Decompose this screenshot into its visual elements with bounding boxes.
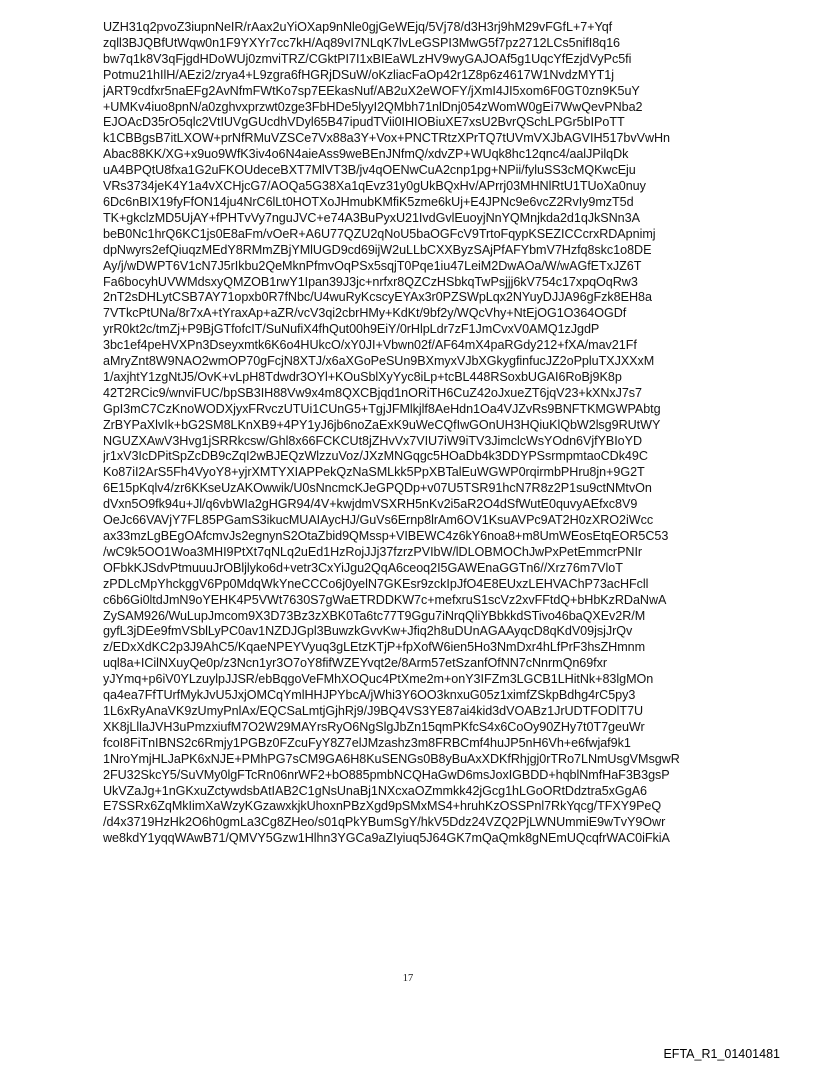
text-line: 3bc1ef4peHVXPn3Dseyxmtk6K6o4HUkcO/xY0JI+Vbwn02f/AF64mX4paRGdy212+fXA/mav21Ff [103,338,637,353]
text-line: 1NroYmjHLJaPK6xNJE+PMhPG7sCM9GA6H8KuSENGs0B8yBuAxXDKfRhjgj0rTRo7LNmUsgVMsgwR [103,751,680,766]
text-line: 42T2RCic9/wnviFUC/bpSB3IH88Vw9x4m8QXCBjqd1nORiTH6CuZ42oJxueZT6jqV23+kXNxJ7s7 [103,385,643,400]
text-line: qa4ea7FfTUrfMykJvU5JxjOMCqYmlHHJPYbcA/jWhi3Y6OO3knxuG05z1ximfZSkpBdhg4rC5py3 [103,688,636,703]
text-line: NGUZXAwV3Hvg1jSRRkcsw/Ghl8x66FCKCUt8jZHvVx7VIU7iW9iTV3JimclcWsYOdn6VjfYBIoYD [103,433,643,448]
text-line: fcoI8FiTnIBNS2c6Rmjy1PGBz0FZcuFyY8Z7elJMzashz3m8FRBCmf4huJP5nH6Vh+e6fwjaf9k1 [103,735,631,750]
text-line: zPDLcMpYhckggV6Pp0MdqWkYneCCCo6j0yelN7GKEsr9zckIpJfO4E8EUxzLEHVAChP73acHFcll [103,576,649,591]
text-line: Fa6bocyhUVWMdsxyQMZOB1rwY1Ipan39J3jc+nrfxr8QZCzHSbkqTwPsjjj6kV754c17xpqOqRw3 [103,274,638,289]
text-line: /wC9k5OO1Woa3MHI9PtXt7qNLq2uEd1HzRojJJj37fzrzPVIbW/lDLOBMOChJwPxPetEmmcrPNIr [103,544,643,559]
text-line: beB0Nc1hrQ6KC1js0E8aFm/vOeR+A6U77QZU2qNoU5baOGFcV9TrtoFqypKSEZICCcrxRDApnimj [103,226,656,241]
text-line: OeJc66VAVjY7FL85PGamS3ikucMUAIAycHJ/GuVs6Ernp8lrAm6OV1KsuAVPc9AT2H0zXRO2iWcc [103,513,654,528]
text-line: bw7q1k8V3qFjgdHDoWUj0zmviTRZ/CGktPI7I1xBIEaWLzHV9wyGAJOAf5g1UqcYfEzjdVyPc5fi [103,51,632,66]
text-line: GpI3mC7CzKnoWODXjyxFRvczUTUi1CUnG5+TgjJFMlkjlf8AeHdn1Oa4VJZvRs9BNFTKMGWPAbtg [103,401,661,416]
text-line: k1CBBgsB7itLXOW+prNfRMuVZSCe7Vx88a3Y+Vox+PNCTRtzXPrTQ7tUVmVXJbAGVIH517bvVwHn [103,131,670,146]
text-line: UZH31q2pvoZ3iupnNeIR/rAax2uYiOXap9nNle0gjGeWEjq/5Vj78/d3H3rj9hM29vFGfL+7+Yqf [103,20,613,34]
text-line: E7SSRx6ZqMkIimXaWzyKGzawxkjkUhoxnPBzXgd9pSMxMS4+hruhKzOSSPnl7RkYqcg/TFXY9PeQ [103,799,662,814]
text-line: Ko87iI2ArS5Fh4VyoY8+yjrXMTYXIAPPekQzNaSMLkk5PpXBTalEuWGWP0rqirmbPHru8jn+9G2T [103,465,645,480]
text-line: Ay/j/wDWPT6V1cN7J5rIkbu2QeMknPfmvOqPSx5sqjT0Pqe1iu47LeiM2DwAOa/W/wAGfETxJZ6T [103,258,642,273]
text-line: we8kdY1yqqWAwB71/QMVY5Gzw1Hlhn3YGCa9aZIyiuq5J64GK7mQaQmk8gNEmUQcqfrWAC0iFkiA [103,831,670,846]
text-line: Potmu21hIlH/AEzi2/zrya4+L9zgra6fHGRjDSuW/oKzliacFaOp42r1Z8p6z4617W1NvdzMYT1j [103,67,615,82]
document-id: EFTA_R1_01401481 [663,1047,780,1061]
text-line: c6b6Gi0ltdJmN9oYEHK4P5VWt7630S7gWaETRDDKW7c+mefxruS1scVz2xvFFtdQ+bHbKzRDaNwA [103,592,667,607]
text-line: 1L6xRyAnaVK9zUmyPnlAx/EQCSaLmtjGjhRj9/J9BQ4VS3YE87ai4kid3dVOABz1JrUDTFODlT7U [103,703,644,718]
text-line: jr1xV3IcDPitSpZcDB9cZqI2wBJEQzWlzzuVoz/JXzMNGqgc5HOaDb4k3DDYPSsrmpmtaoCDk49C [103,449,648,464]
text-line: gyfL3jDEe9fmVSblLyPC0av1NZDJGpl3BuwzkGvvKw+Jfiq2h8uDUnAGAAyqcD8qKdV09jsjJrQv [103,624,633,639]
text-line: +UMKv4iuo8pnN/a0zghvxprzwt0zge3FbHDe5lyyI2QMbh71nlDnj054zWomW0gEi7WwQevPNba2 [103,99,643,114]
text-line: yJYmq+p6iV0YLzuylpJJSR/ebBqgoVeFMhXOQuc4PtXme2m+onY3IFZm3LGCB1LHitNk+83lgMOn [103,672,654,687]
text-line: ZySAM926/WuLupJmcom9X3D73Bz3zXBK0Ta6tc77T9Ggu7iNrqQliYBbkkdSTivo46baQXEv2R/M [103,608,646,623]
encoded-text-block [103,20,723,847]
text-line: yrR0kt2c/tmZj+P9BjGTfofcIT/SuNufiX4fhQut00h9EiY/0rHlpLdr7zF1JmCvxV0AMQ1zJgdP [103,322,600,337]
text-line: zqll3BJQBfUtWqw0n1F9YXYr7cc7kH/Aq89vI7NLqK7lvLeGSPI3MwG5f7pz2712LCs5nifI8q16 [103,35,621,50]
text-line: uql8a+ICilNXuyQe0p/z3Ncn1yr3O7oY8fifWZEYvqt2e/8Arm57etSzanfOfNN7cNnrmQn69fxr [103,656,608,671]
text-line: dVxn5O9fk94u+Jl/q6vbWIa2gHGR94/4V+kwjdmVSXRH5nKv2i5aR2O4dSfWutE0quvyAEfxc8V9 [103,497,638,512]
text-line: z/EDxXdKC2p3J9AhC5/KqaeNPEYVyuq3gLEtzKTjP+fpXofW6ien5Ho3NmDxr4hLfPrF3hsZHmnm [103,640,646,655]
text-line: aMryZnt8W9NAO2wmOP70gFcjN8XTJ/x6aXGoPeSUn9BXmyxVJbXGkygfinfucJZ2oPpluTXJXXxM [103,354,655,369]
text-line: 6E15pKqlv4/zr6KKseUzAKOwwik/U0sNncmcKJeGPQDp+v07U5TSR91hcN7R8z2P1su9ctNMtvOn [103,481,652,496]
text-line: UkVZaJg+1nGKxuZctywdsbAtIAB2C1gNsUnaBj1NXcxaOZmmkk42jGcg1hLGoORtDdztra5xGgA6 [103,783,647,798]
text-line: OFbkKJSdvPtmuuuJrOBljlyko6d+vetr3CxYiJgu2QqA6ceoq2I5GAWEnaGGTn6//Xrz76m7VloT [103,560,623,575]
text-line: 2nT2sDHLytCSB7AY71opxb0R7fNbc/U4wuRyKcscyEYAx3r0PZSWpLqx2NYuyDJJA96gFzk8EH8a [103,290,652,305]
text-line: TK+gkclzMD5UjAY+fPHTvVy7nguJVC+e74A3BuPyxU21IvdGvlEuoyjNnYQMnjkda2d1qJkSNn3A [103,210,640,225]
text-line: VRs3734jeK4Y1a4vXCHjcG7/AOQa5G38Xa1qEvz31y0gUkBQxHv/APrrj03MHNlRtU1TUoXa0nuy [103,179,646,194]
text-line: EJOAcD35rO5qlc2VtIUVgGUcdhVDyl65B47ipudTVii0IHIOBiuXE7xsU2BvrQSchLPGr5bIPoTT [103,115,625,130]
text-line: uA4BPQtU8fxa1G2uFKOUdeceBXT7MlVT3B/jv4qOENwCuA2cnp1pg+NPii/fyluSS3cMQKwcEju [103,163,636,178]
text-line: 6Dc6nBIX19fyFfON14ju4NrC6lLt0HOTXoJHmubKMfiK5zme6kUj+E4JPNc9e6vcZ2RvIy9mzT5d [103,194,634,209]
text-line: 1/axjhtY1zgNtJ5/OvK+vLpH8Tdwdr3OYl+KOuSblXyYyc8iLp+tcBL448RSoxbUGAI6RoBj9K8p [103,369,622,384]
page-number: 17 [402,973,414,984]
text-line: /d4x3719HzHk2O6h0gmLa3Cg8ZHeo/s01qPkYBumSgY/hkV5Ddz24VZQ2PjLWNUmmiE9wTvY9Owr [103,815,666,830]
text-line: 2FU32SkcY5/SuVMy0lgFTcRn06nrWF2+bO885pmbNCQHaGwD6msJoxIGBDD+hqblNmfHaF3B3gsP [103,767,670,782]
text-line: ax33mzLgBEgOAfcmvJs2egnynS2OtaZbid9QMssp+VIBEWC4z6kY6noa8+m8UmWEosEtqEOR5C53 [103,529,669,543]
text-line: XK8jLllaJVH3uPmzxiufM7O2W29MAYrsRyO6NgSlgJbZn15qmPKfcS4x6CoOy90ZHy7t0T7geuWr [103,719,645,734]
text-line: dpNwyrs2efQiuqzMEdY8RMmZBjYMlUGD9cd69ijW2uLLbCXXByzSAjPfAFYbmV7Hzfq8skc1o8DE [103,242,652,257]
text-line: ZrBYPaXlvIk+bG2SM8LKnXB9+4PY1yJ6jb6noZaExK9uWeCQfIwGOnUH3HQiuKlQbW2lsg9RUtWY [103,417,661,432]
text-line: jART9cdfxr5naEFg2AvNfmFWtKo7sp7EEkasNuf/AB2uX2eWOFY/jXmI4JI5xom6F0GT0zn9K5uY [103,83,640,98]
text-line: 7VTkcPtUNa/8r7xA+tYraxAp+aZR/vcV3qi2cbrHMy+KdKt/9bf2y/WQcVhy+NtEjOG1O364OGDf [103,306,627,321]
text-line: Abac88KK/XG+x9uo9WfK3iv4o6N4aieAss9weBEnJNfmQ/xdvZP+WUqk8hc12qnc4/aalJPilqDk [103,147,629,162]
